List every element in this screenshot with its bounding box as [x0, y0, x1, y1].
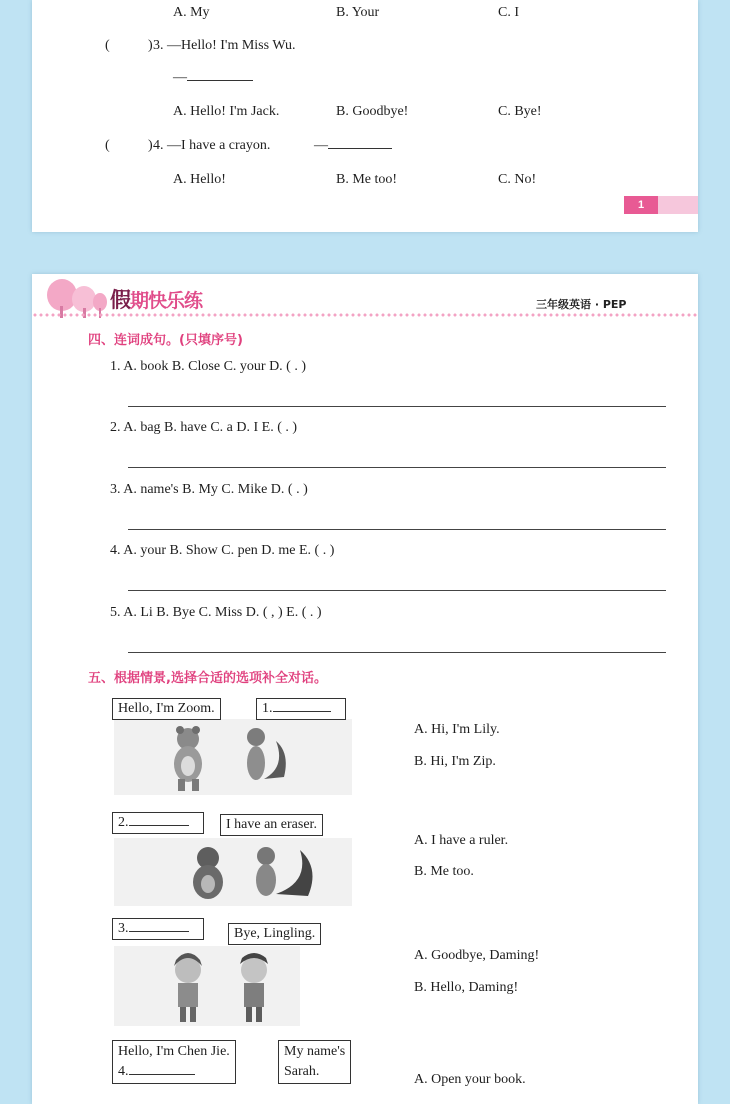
- s4-answer-line-1[interactable]: [128, 406, 666, 407]
- s4-item-3: 3. A. name's B. My C. Mike D. ( . ): [110, 482, 308, 497]
- dialog-3-option-b: B. Hello, Daming!: [414, 980, 519, 995]
- worksheet-page-1: [32, 0, 698, 232]
- dialog-1-blank-number: 1.: [262, 701, 273, 716]
- dialog-1-scene: [114, 719, 352, 795]
- q3-option-a: A. Hello! I'm Jack.: [173, 104, 280, 119]
- section-4-title: 四、连词成句。(只填序号): [88, 333, 243, 348]
- dialog-1-bubble-blank: [256, 698, 346, 720]
- dialog-4-answer-blank[interactable]: [129, 1073, 195, 1075]
- page-number: 1: [624, 196, 658, 214]
- q3-reply-dash: —: [173, 70, 187, 85]
- brand-title: [110, 284, 202, 314]
- q3-paren-open: (: [105, 38, 110, 53]
- q3-question: 3. —Hello! I'm Miss Wu.: [153, 38, 296, 53]
- dialog-4-option-a: A. Open your book.: [414, 1072, 526, 1087]
- dialog-3-bubble-bye: Bye, Lingling.: [228, 923, 321, 945]
- q2-option-a: A. My: [173, 5, 210, 20]
- dialog-4-blank-number: 4.: [118, 1064, 129, 1079]
- s4-item-2: 2. A. bag B. have C. a D. I E. ( . ): [110, 420, 298, 435]
- q3-answer-blank[interactable]: [187, 79, 253, 81]
- decorative-dotted-line: [32, 312, 698, 318]
- q3-option-c: C. Bye!: [498, 104, 542, 119]
- dialog-2-option-a: A. I have a ruler.: [414, 833, 509, 848]
- q4-option-a: A. Hello!: [173, 172, 226, 187]
- s4-item-1: 1. A. book B. Close C. your D. ( . ): [110, 359, 306, 374]
- dialog-4-bubble-sarah: [278, 1040, 351, 1084]
- dialog-2-bubble-blank: [112, 812, 204, 834]
- q4-paren-close: ): [148, 138, 153, 153]
- bear-and-squirrel-icon: [114, 719, 352, 795]
- dialog-2-scene: [114, 838, 352, 906]
- dialog-2-blank-number: 2.: [118, 815, 129, 830]
- s4-answer-line-3[interactable]: [128, 529, 666, 530]
- q3-reply: [173, 70, 253, 86]
- brand-first-char: 假: [110, 288, 130, 312]
- q4-answer-blank[interactable]: [328, 147, 392, 149]
- s4-answer-line-4[interactable]: [128, 590, 666, 591]
- dialog-1-option-b: B. Hi, I'm Zip.: [414, 754, 496, 769]
- s4-answer-line-5[interactable]: [128, 652, 666, 653]
- q4-option-c: C. No!: [498, 172, 537, 187]
- q4-option-b: B. Me too!: [336, 172, 398, 187]
- dialog-2-bubble-eraser: I have an eraser.: [220, 814, 323, 836]
- dialog-3-answer-blank[interactable]: [129, 930, 189, 932]
- q3-paren-close: ): [148, 38, 153, 53]
- dialog-4-bubble-chen-jie: [112, 1040, 236, 1084]
- dialog-4-bubble-line2: [118, 1062, 230, 1082]
- brand-rest: 期快乐练: [130, 290, 203, 312]
- s4-answer-line-2[interactable]: [128, 467, 666, 468]
- dialog-2-option-b: B. Me too.: [414, 864, 474, 879]
- dialog-4-sarah-line2: Sarah.: [284, 1064, 320, 1079]
- dialog-4-bubble-line1: Hello, I'm Chen Jie.: [118, 1044, 230, 1059]
- q4-question: 4. —I have a crayon.: [153, 138, 271, 153]
- q4-reply: [314, 138, 392, 154]
- bear-and-skunk-icon: [114, 838, 352, 906]
- dialog-1-option-a: A. Hi, I'm Lily.: [414, 722, 500, 737]
- dialog-3-bubble-blank: [112, 918, 204, 940]
- girl-and-boy-icon: [114, 946, 300, 1026]
- s4-item-4: 4. A. your B. Show C. pen D. me E. ( . ): [110, 543, 335, 558]
- dialog-2-answer-blank[interactable]: [129, 824, 189, 826]
- q2-option-c: C. I: [498, 5, 519, 20]
- dialog-4-sarah-line1: My name's: [284, 1044, 346, 1059]
- dialog-3-option-a: A. Goodbye, Daming!: [414, 948, 540, 963]
- q4-reply-dash: —: [314, 138, 328, 153]
- dialog-3-blank-number: 3.: [118, 921, 129, 936]
- page-number-bar: [658, 196, 698, 214]
- dialog-1-answer-blank[interactable]: [273, 710, 331, 712]
- section-5-title: 五、根据情景,选择合适的选项补全对话。: [88, 671, 327, 686]
- worksheet-page-2: [32, 274, 698, 1104]
- q4-paren-open: (: [105, 138, 110, 153]
- s4-item-5: 5. A. Li B. Bye C. Miss D. ( , ) E. ( . ): [110, 605, 322, 620]
- grade-label: 三年级英语 · PEP: [536, 298, 627, 311]
- q3-option-b: B. Goodbye!: [336, 104, 409, 119]
- q2-option-b: B. Your: [336, 5, 380, 20]
- dialog-1-bubble-zoom: Hello, I'm Zoom.: [112, 698, 221, 720]
- dialog-3-scene: [114, 946, 300, 1026]
